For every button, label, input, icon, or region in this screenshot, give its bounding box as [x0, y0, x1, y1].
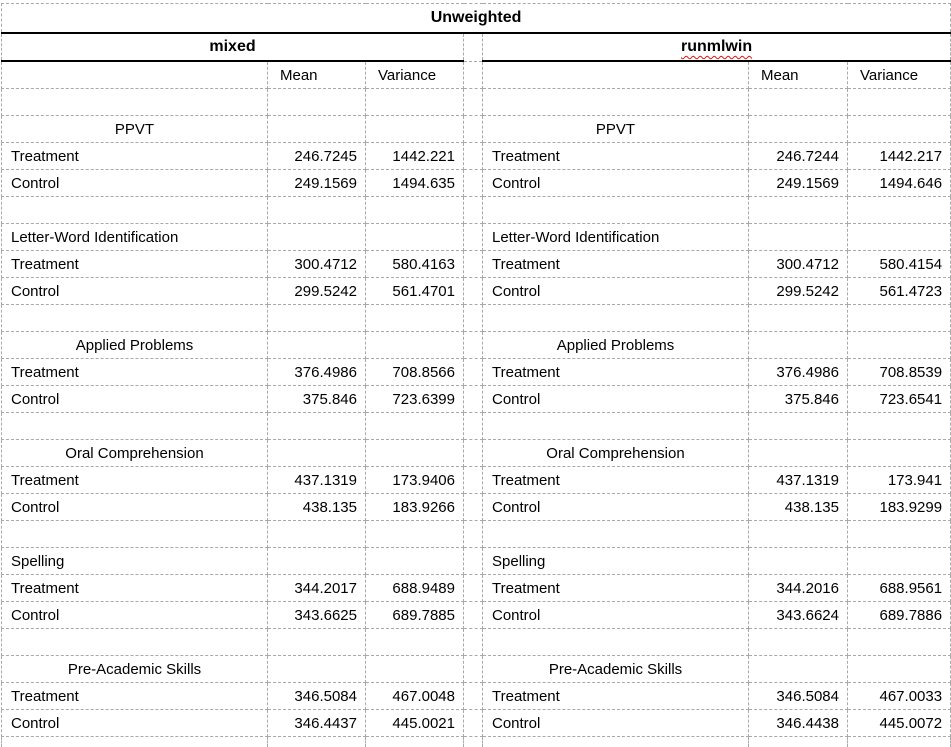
row-label-right: Treatment	[483, 575, 749, 602]
comparison-table	[1, 3, 951, 747]
empty-cell	[749, 224, 848, 251]
table-row	[2, 467, 951, 494]
mean-value-left: 246.7245	[268, 143, 366, 170]
row-label-left: Treatment	[2, 359, 268, 386]
empty-cell	[268, 332, 366, 359]
table-row	[2, 710, 951, 737]
spacer-cell	[464, 602, 483, 629]
section-name-right: PPVT	[483, 116, 749, 143]
empty-cell	[366, 548, 464, 575]
mean-value-right: 300.4712	[749, 251, 848, 278]
empty-cell	[366, 305, 464, 332]
mean-value-left: 375.846	[268, 386, 366, 413]
mean-value-left: 300.4712	[268, 251, 366, 278]
empty-cell	[366, 629, 464, 656]
group-label-runmlwin	[483, 33, 951, 61]
blank-row	[2, 89, 951, 116]
empty-cell	[483, 737, 749, 747]
table-row	[2, 278, 951, 305]
empty-cell	[2, 197, 268, 224]
spacer-cell	[464, 61, 483, 89]
empty-cell	[749, 521, 848, 548]
mean-value-right: 375.846	[749, 386, 848, 413]
empty-cell	[268, 89, 366, 116]
empty-cell	[483, 305, 749, 332]
empty-cell	[848, 548, 951, 575]
empty-cell	[749, 332, 848, 359]
variance-header-left: Variance	[366, 61, 464, 89]
table-row	[2, 170, 951, 197]
empty-cell	[848, 197, 951, 224]
empty-cell	[483, 521, 749, 548]
spacer-cell	[464, 548, 483, 575]
column-header-row	[2, 61, 951, 89]
spacer-cell	[464, 656, 483, 683]
empty-cell	[848, 656, 951, 683]
table-row	[2, 683, 951, 710]
empty-cell	[749, 305, 848, 332]
row-label-right: Control	[483, 170, 749, 197]
spacer-cell	[464, 386, 483, 413]
row-label-right: Treatment	[483, 143, 749, 170]
spacer-cell	[464, 737, 483, 747]
variance-value-right: 708.8539	[848, 359, 951, 386]
variance-value-left: 467.0048	[366, 683, 464, 710]
section-name-right: Oral Comprehension	[483, 440, 749, 467]
row-label-left: Control	[2, 278, 268, 305]
empty-cell	[848, 305, 951, 332]
variance-value-right: 173.941	[848, 467, 951, 494]
empty-cell	[366, 224, 464, 251]
mean-value-right: 376.4986	[749, 359, 848, 386]
row-label-right: Control	[483, 278, 749, 305]
blank-row	[2, 629, 951, 656]
mean-value-right: 438.135	[749, 494, 848, 521]
section-name-right: Applied Problems	[483, 332, 749, 359]
empty-cell	[749, 656, 848, 683]
empty-cell	[848, 521, 951, 548]
section-name-left: Letter-Word Identification	[2, 224, 268, 251]
group-label-mixed: mixed	[2, 33, 464, 61]
empty-cell	[848, 89, 951, 116]
empty-cell	[749, 440, 848, 467]
empty-cell	[848, 629, 951, 656]
empty-cell	[749, 737, 848, 747]
spacer-cell	[464, 170, 483, 197]
empty-cell	[366, 413, 464, 440]
table-title-row	[2, 4, 951, 34]
empty-cell	[268, 521, 366, 548]
empty-cell	[268, 197, 366, 224]
empty-cell	[268, 116, 366, 143]
spacer-cell	[464, 224, 483, 251]
row-label-left: Control	[2, 386, 268, 413]
variance-value-left: 723.6399	[366, 386, 464, 413]
mean-value-right: 346.4438	[749, 710, 848, 737]
empty-cell	[749, 629, 848, 656]
table-title: Unweighted	[2, 4, 951, 34]
row-label-left: Control	[2, 170, 268, 197]
empty-cell	[2, 305, 268, 332]
mean-value-left: 438.135	[268, 494, 366, 521]
spacer-cell	[464, 116, 483, 143]
row-label-right: Control	[483, 494, 749, 521]
empty-cell	[483, 629, 749, 656]
section-name-left: Applied Problems	[2, 332, 268, 359]
spacer-cell	[464, 278, 483, 305]
partial-bottom-row	[2, 737, 951, 747]
blank-row	[2, 197, 951, 224]
empty-cell	[848, 224, 951, 251]
mean-value-left: 344.2017	[268, 575, 366, 602]
variance-value-right: 445.0072	[848, 710, 951, 737]
spacer-cell	[464, 413, 483, 440]
spacer-cell	[464, 33, 483, 61]
mean-value-right: 343.6624	[749, 602, 848, 629]
section-name-row	[2, 332, 951, 359]
mean-value-right: 299.5242	[749, 278, 848, 305]
runmlwin-label-text: runmlwin	[681, 38, 752, 55]
empty-cell	[366, 89, 464, 116]
blank-row	[2, 413, 951, 440]
spacer-cell	[464, 332, 483, 359]
section-name-row	[2, 224, 951, 251]
mean-value-left: 343.6625	[268, 602, 366, 629]
empty-cell	[366, 656, 464, 683]
empty-cell	[2, 89, 268, 116]
empty-cell	[848, 413, 951, 440]
empty-cell	[2, 61, 268, 89]
empty-cell	[483, 61, 749, 89]
empty-cell	[2, 521, 268, 548]
row-label-left: Control	[2, 602, 268, 629]
empty-cell	[2, 413, 268, 440]
row-label-left: Treatment	[2, 575, 268, 602]
mean-value-left: 249.1569	[268, 170, 366, 197]
empty-cell	[749, 89, 848, 116]
spacer-cell	[464, 197, 483, 224]
spacer-cell	[464, 494, 483, 521]
empty-cell	[366, 116, 464, 143]
table-body	[2, 4, 951, 747]
empty-cell	[366, 521, 464, 548]
table-row	[2, 143, 951, 170]
blank-row	[2, 305, 951, 332]
row-label-left: Control	[2, 710, 268, 737]
section-name-row	[2, 116, 951, 143]
empty-cell	[749, 548, 848, 575]
empty-cell	[366, 332, 464, 359]
variance-value-right: 183.9299	[848, 494, 951, 521]
spacer-cell	[464, 629, 483, 656]
row-label-right: Treatment	[483, 467, 749, 494]
variance-value-right: 1494.646	[848, 170, 951, 197]
variance-value-right: 561.4723	[848, 278, 951, 305]
empty-cell	[366, 197, 464, 224]
table-row	[2, 359, 951, 386]
empty-cell	[749, 116, 848, 143]
empty-cell	[268, 737, 366, 747]
table-row	[2, 575, 951, 602]
spacer-cell	[464, 359, 483, 386]
empty-cell	[268, 440, 366, 467]
spacer-cell	[464, 305, 483, 332]
mean-header-left: Mean	[268, 61, 366, 89]
variance-value-left: 580.4163	[366, 251, 464, 278]
empty-cell	[268, 629, 366, 656]
mean-value-left: 346.4437	[268, 710, 366, 737]
empty-cell	[848, 332, 951, 359]
variance-value-left: 1494.635	[366, 170, 464, 197]
mean-value-left: 299.5242	[268, 278, 366, 305]
table-row	[2, 494, 951, 521]
variance-value-right: 580.4154	[848, 251, 951, 278]
empty-cell	[749, 413, 848, 440]
row-label-right: Control	[483, 386, 749, 413]
row-label-left: Treatment	[2, 467, 268, 494]
empty-cell	[268, 305, 366, 332]
row-label-left: Control	[2, 494, 268, 521]
mean-header-right: Mean	[749, 61, 848, 89]
section-name-row	[2, 656, 951, 683]
spacer-cell	[464, 710, 483, 737]
empty-cell	[749, 197, 848, 224]
variance-value-left: 173.9406	[366, 467, 464, 494]
mean-value-right: 249.1569	[749, 170, 848, 197]
mean-value-left: 346.5084	[268, 683, 366, 710]
mean-value-right: 437.1319	[749, 467, 848, 494]
row-label-right: Control	[483, 710, 749, 737]
empty-cell	[268, 413, 366, 440]
spacer-cell	[464, 143, 483, 170]
mean-value-left: 376.4986	[268, 359, 366, 386]
section-name-row	[2, 548, 951, 575]
row-label-right: Treatment	[483, 251, 749, 278]
empty-cell	[483, 89, 749, 116]
spacer-cell	[464, 683, 483, 710]
section-name-right: Pre-Academic Skills	[483, 656, 749, 683]
variance-value-left: 561.4701	[366, 278, 464, 305]
spacer-cell	[464, 575, 483, 602]
section-name-right: Spelling	[483, 548, 749, 575]
section-name-left: Oral Comprehension	[2, 440, 268, 467]
section-name-left: PPVT	[2, 116, 268, 143]
empty-cell	[268, 656, 366, 683]
variance-value-left: 689.7885	[366, 602, 464, 629]
empty-cell	[848, 116, 951, 143]
blank-row	[2, 521, 951, 548]
row-label-right: Control	[483, 602, 749, 629]
variance-header-right: Variance	[848, 61, 951, 89]
row-label-left: Treatment	[2, 143, 268, 170]
spacer-cell	[464, 467, 483, 494]
empty-cell	[366, 737, 464, 747]
table-row	[2, 386, 951, 413]
variance-value-left: 183.9266	[366, 494, 464, 521]
empty-cell	[848, 737, 951, 747]
spacer-cell	[464, 251, 483, 278]
variance-value-left: 1442.221	[366, 143, 464, 170]
empty-cell	[848, 440, 951, 467]
variance-value-right: 688.9561	[848, 575, 951, 602]
empty-cell	[483, 197, 749, 224]
empty-cell	[2, 629, 268, 656]
spacer-cell	[464, 440, 483, 467]
variance-value-left: 708.8566	[366, 359, 464, 386]
variance-value-right: 723.6541	[848, 386, 951, 413]
spacer-cell	[464, 521, 483, 548]
row-label-left: Treatment	[2, 251, 268, 278]
row-label-right: Treatment	[483, 683, 749, 710]
variance-value-right: 689.7886	[848, 602, 951, 629]
mean-value-right: 346.5084	[749, 683, 848, 710]
variance-value-right: 1442.217	[848, 143, 951, 170]
section-name-row	[2, 440, 951, 467]
variance-value-right: 467.0033	[848, 683, 951, 710]
section-name-right: Letter-Word Identification	[483, 224, 749, 251]
mean-value-right: 344.2016	[749, 575, 848, 602]
row-label-right: Treatment	[483, 359, 749, 386]
empty-cell	[483, 413, 749, 440]
mean-value-right: 246.7244	[749, 143, 848, 170]
table-row	[2, 251, 951, 278]
variance-value-left: 445.0021	[366, 710, 464, 737]
group-header-row	[2, 33, 951, 61]
empty-cell	[2, 737, 268, 747]
mean-value-left: 437.1319	[268, 467, 366, 494]
variance-value-left: 688.9489	[366, 575, 464, 602]
empty-cell	[366, 440, 464, 467]
empty-cell	[268, 548, 366, 575]
section-name-left: Spelling	[2, 548, 268, 575]
table-row	[2, 602, 951, 629]
row-label-left: Treatment	[2, 683, 268, 710]
section-name-left: Pre-Academic Skills	[2, 656, 268, 683]
empty-cell	[268, 224, 366, 251]
spacer-cell	[464, 89, 483, 116]
